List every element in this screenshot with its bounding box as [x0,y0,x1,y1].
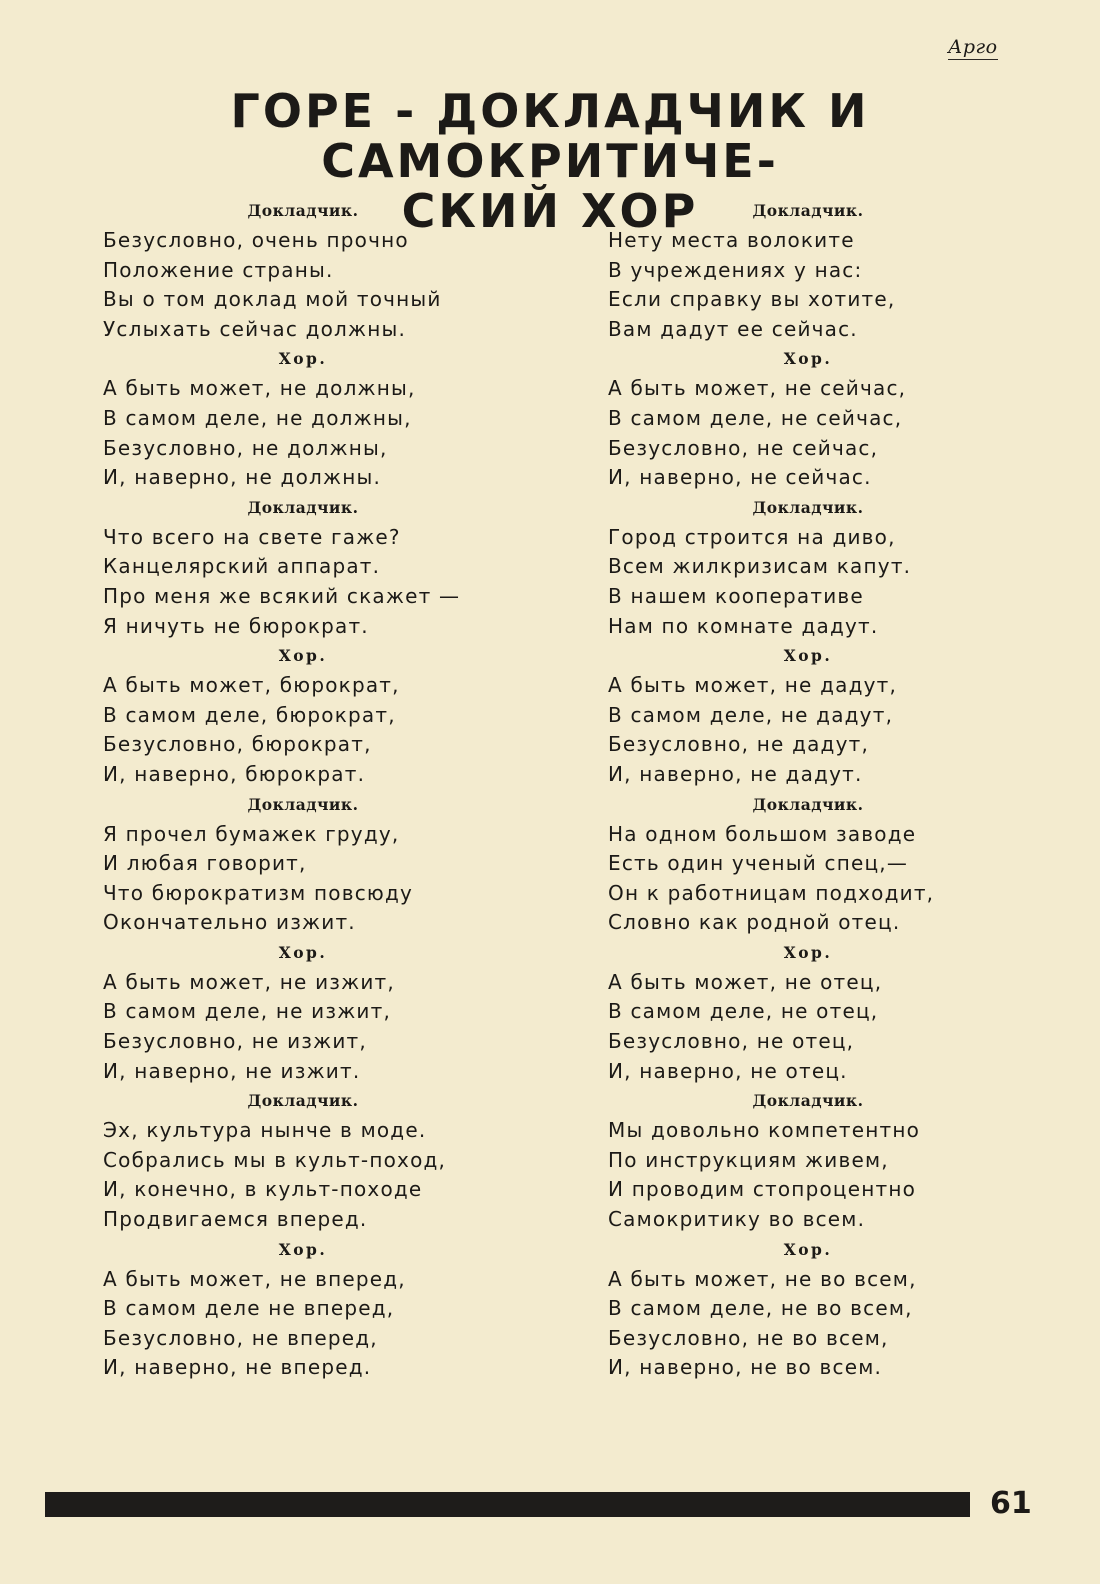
verse-line: И, наверно, бюрократ. [103,761,366,786]
verse-line: По инструкциям живем, [608,1147,889,1172]
stanza [608,196,1008,344]
verse-line: И, конечно, в культ-походе [103,1177,423,1202]
verse-line: И, наверно, не вперед. [103,1355,372,1380]
verse-line: Безусловно, не дадут, [608,732,870,757]
speaker-label-choir: Хор. [278,942,328,962]
stanza [103,790,503,938]
stanza [608,493,1008,641]
verse-line: Положение страны. [103,257,334,282]
verse-line: Я прочел бумажек груду, [103,821,400,846]
verse-line: А быть может, не изжит, [103,969,395,994]
stanza [103,493,503,641]
page-number: 61 [990,1486,1032,1521]
verse-line: В учреждениях у нас: [608,257,863,282]
stanza [103,641,503,789]
speaker-label-choir: Хор. [783,1239,833,1259]
speaker-label-choir: Хор. [783,942,833,962]
verse-line: Безусловно, не должны, [103,435,388,460]
verse-line: И, наверно, не во всем. [608,1355,883,1380]
verse-line: Собрались мы в культ-поход, [103,1147,447,1172]
speaker-label-reporter: Докладчик. [247,497,359,517]
verse-line: Продвигаемся вперед. [103,1207,368,1232]
verse-line: И любая говорит, [103,851,307,876]
verse-line: Есть один ученый спец,— [608,851,909,876]
stanza [103,196,503,344]
verse-line: И, наверно, не изжит. [103,1058,361,1083]
verse-line: В самом деле, не изжит, [103,999,392,1024]
speaker-label-choir: Хор. [783,646,833,666]
stanza [103,344,503,492]
verse-line: А быть может, бюрократ, [103,673,400,698]
verse-line: А быть может, не должны, [103,376,416,401]
verse-line: В самом деле, не отец, [608,999,879,1024]
verse-line: Словно как родной отец. [608,910,901,935]
verse-line: Безусловно, не отец, [608,1029,855,1054]
verse-line: А быть может, не вперед, [103,1266,406,1291]
speaker-label-choir: Хор. [278,349,328,369]
speaker-label-choir: Хор. [783,349,833,369]
speaker-label-choir: Хор. [278,646,328,666]
verse-line: В самом деле, бюрократ, [103,702,396,727]
verse-line: Окончательно изжит. [103,910,356,935]
stanza [608,938,1008,1086]
verse-line: Про меня же всякий скажет — [103,583,461,608]
title-line: ГОРЕ - ДОКЛАДЧИК И САМОКРИТИЧЕ- [230,84,870,188]
verse-line: Всем жилкризисам капут. [608,554,912,579]
verse-line: Безусловно, не вперед, [103,1325,378,1350]
stanza [103,1086,503,1234]
speaker-label-choir: Хор. [278,1239,328,1259]
verse-line: Вы о том доклад мой точный [103,287,442,312]
poem-column-left [103,196,503,1383]
verse-line: Канцелярский аппарат. [103,554,381,579]
verse-line: А быть может, не сейчас, [608,376,907,401]
verse-line: А быть может, не во всем, [608,1266,917,1291]
verse-line: Вам дадут ее сейчас. [608,316,858,341]
verse-line: Я ничуть не бюрократ. [103,613,369,638]
speaker-label-reporter: Докладчик. [752,1091,864,1111]
verse-line: Безусловно, не изжит, [103,1029,367,1054]
verse-line: И, наверно, не должны. [103,465,382,490]
verse-line: Нету места волоките [608,228,855,252]
verse-line: На одном большом заводе [608,821,917,846]
speaker-label-reporter: Докладчик. [752,794,864,814]
verse-line: Безусловно, бюрократ, [103,732,372,757]
speaker-label-reporter: Докладчик. [247,201,359,220]
verse-line: И, наверно, не дадут. [608,761,863,786]
speaker-label-reporter: Докладчик. [247,1091,359,1111]
verse-line: И, наверно, не сейчас. [608,465,872,490]
title-line: СКИЙ ХОР [401,184,699,238]
verse-line: Город строится на диво, [608,524,896,549]
verse-line: В самом деле не вперед, [103,1296,395,1321]
verse-line: И проводим стопроцентно [608,1177,917,1202]
stanza [608,1086,1008,1234]
verse-line: Что всего на свете гаже? [103,524,401,549]
verse-line: А быть может, не дадут, [608,673,898,698]
stanza [608,790,1008,938]
verse-line: Услыхать сейчас должны. [103,316,407,341]
verse-line: Он к работницам подходит, [608,880,935,905]
verse-line: Безусловно, очень прочно [103,228,409,252]
verse-line: А быть может, не отец, [608,969,883,994]
stanza [608,1235,1008,1383]
verse-line: В самом деле, не дадут, [608,702,894,727]
verse-line: Безусловно, не во всем, [608,1325,889,1350]
verse-line: Эх, культура нынче в моде. [103,1118,427,1143]
stanza [103,938,503,1086]
verse-line: В самом деле, не должны, [103,405,412,430]
speaker-label-reporter: Докладчик. [752,201,864,220]
verse-line: Нам по комнате дадут. [608,613,879,638]
speaker-label-reporter: Докладчик. [752,497,864,517]
verse-line: Что бюрократизм повсюду [103,880,414,905]
verse-line: Мы довольно компетентно [608,1118,921,1143]
verse-line: Если справку вы хотите, [608,287,896,312]
stanza [608,641,1008,789]
verse-line: Самокритику во всем. [608,1207,866,1232]
verse-line: В самом деле, не во всем, [608,1296,913,1321]
verse-line: Безусловно, не сейчас, [608,435,879,460]
stanza [103,1235,503,1383]
author-name: Арго [948,36,998,58]
poem-column-right [608,196,1008,1383]
footer-bar [45,1492,970,1517]
speaker-label-reporter: Докладчик. [247,794,359,814]
verse-line: И, наверно, не отец. [608,1058,848,1083]
stanza [608,344,1008,492]
verse-line: В нашем кооперативе [608,583,864,608]
verse-line: В самом деле, не сейчас, [608,405,903,430]
